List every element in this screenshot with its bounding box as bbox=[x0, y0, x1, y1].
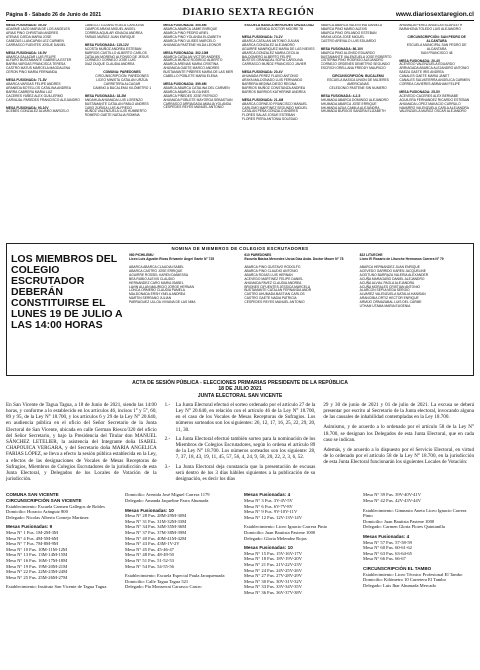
location-line: Mesa N° 15 Fus. 15V-16V-17V bbox=[244, 550, 303, 556]
mesa-member: ANDAHUA AHUMADA LUIS LORENZO bbox=[84, 97, 143, 102]
mesa-member: CANALES SALVATIERRA ANGELICA CARMEN bbox=[399, 78, 470, 83]
location-line: Mesa N° 9 Fus. 9V-10V-11V bbox=[244, 509, 298, 515]
mesa-title: MESA FUSIONADA: 4-2-5 bbox=[320, 93, 361, 98]
mesa-column bbox=[85, 24, 160, 241]
mesa-member: CIRCUNSCRIPCIÓN: PAREDONES bbox=[95, 74, 149, 79]
mesa-member: CATALAN MORENO ALFONSO DE JESUS bbox=[84, 54, 149, 59]
nomina-member: ABARCA PINO CLAUDIO ANTONIO bbox=[244, 268, 298, 273]
nomina-member: CESPEDES REYES MANUEL ANTONIO bbox=[244, 300, 305, 305]
mesa-member: FLORES SALAS JOSUE ESTEBAN bbox=[241, 113, 295, 118]
location-line: Establecimiento: Instituto San Vicente de Tagua Tagua bbox=[6, 584, 107, 590]
location-line: Mesa N° 19 Fus. 19M-20M-21M bbox=[6, 563, 68, 569]
mesa-block bbox=[321, 95, 396, 115]
mesa-member: VALENZUELA MUÑOZ OSCAR ALEJANDRO bbox=[399, 109, 467, 114]
nomina-column-pichilemu bbox=[129, 254, 238, 331]
mesa-block bbox=[242, 36, 317, 67]
location-line: Mesa N° 4 Fus. 4M-5M-6M bbox=[6, 535, 58, 541]
mesa-member: BUSTAMANTE VALENZUELA JOSE ROBERTO bbox=[320, 54, 392, 59]
nomina-member: MARTIN SERRANO JULIAN bbox=[129, 296, 172, 301]
mesa-member: BUSTOS GRANADAL SOFIA CAROLINA bbox=[241, 58, 303, 63]
location-line: Establecimiento: Escuela Especial Paula Jaraquemada bbox=[125, 573, 225, 579]
mesa-member: CASTRO AREVALO LUIS EDUARDO bbox=[320, 38, 377, 43]
nomina-member: ARMIJO ORMAZABAL LUIS DEL CARME bbox=[359, 300, 422, 305]
mesa-member: ABARCA ABARCA VALENTINA DANIELA bbox=[320, 24, 382, 28]
mesa-block bbox=[242, 99, 317, 122]
mesa-title: CIRCUNSCRIPCIÓN: SAN PEDRO DE ALCANTARA bbox=[407, 35, 466, 43]
mesa-member: ABARCA PIÑEDES JOSE PATRICIO bbox=[163, 93, 218, 98]
mesa-member: CESPEDES REYES MANUEL ANTONIO bbox=[163, 105, 224, 110]
mesa-member: ATENAS OJEDA MARIA JOSE bbox=[6, 34, 52, 39]
mesa-member: BUSTAMANTE CATALAN PABLO ANDRES bbox=[84, 101, 149, 106]
mesa-block bbox=[399, 24, 474, 32]
mesa-member: ABARCA ABARCA OLGA INES bbox=[163, 89, 210, 94]
acta-body bbox=[6, 402, 474, 487]
location-line: Mesa N° 16 Fus. 16M-17M-18M bbox=[6, 557, 68, 563]
mesa-title: MESA FUSIONADA: 93-10V bbox=[6, 105, 49, 110]
mesa-block bbox=[399, 36, 474, 56]
nomina-member: ABARCA HERNANDEZ JUAN ENRIQUE bbox=[359, 265, 420, 269]
mesa-member: FARIAS MUÑOZ JUAN ENRIQUE bbox=[84, 34, 135, 39]
mesa-member: ABARCA ABARCA CATALINA DEL CARMEN bbox=[163, 85, 230, 90]
mesas-listing bbox=[6, 24, 474, 241]
mesa-title: MESA FUSIONADA: 115-12V bbox=[84, 42, 129, 47]
mesa-title: COMUNA: PAREDONES bbox=[103, 70, 141, 75]
location-line: Mesa N° 60 Fus. 60-61-62 bbox=[363, 545, 412, 551]
location-line: Mesa N° 39 Fus. 39V-40V-41V bbox=[363, 492, 422, 498]
mesa-block bbox=[399, 91, 474, 114]
mesa-member: BARRIOS CASTILLO ALBERTO CARLOS bbox=[84, 50, 147, 55]
voting-locations bbox=[6, 492, 474, 595]
nomina-member: ABARCA ABARCA CLAUDIA ISABEL bbox=[129, 265, 184, 269]
location-line: Delegado: Amanda Jaqueline Parra Ahumada bbox=[125, 498, 209, 504]
mesa-member: ABARCA ARENAS MARIA CRISTINA bbox=[163, 62, 219, 67]
mesa-member: CABELLO POBLETE MARIA ELENA bbox=[163, 74, 218, 79]
mesa-member: ALFARO BUSTAMANTE GABRIELA ESTER bbox=[6, 58, 72, 63]
acta-item bbox=[165, 464, 316, 483]
location-line: Mesa N° 18 Fus. 18V-19V-20V bbox=[244, 556, 303, 562]
mesa-block bbox=[6, 52, 81, 75]
mesa-member: ABARCA PINO ULISES MARCELO bbox=[163, 38, 216, 43]
mesa-member: ABARCA PINO ALONSO EDUARDO bbox=[320, 50, 375, 55]
mesa-member: ABARCA CORNEJO FRANCISCO MANUEL bbox=[241, 101, 308, 106]
mesa-title: MESA FUSIONADA: 305-6M bbox=[163, 24, 207, 28]
location-line: Establecimiento: Liceo Técnico Profesional El Tambo bbox=[363, 571, 463, 577]
mesa-member: ABARCA ABARCA JAIME ENRIQUE bbox=[163, 27, 218, 32]
mesa-block bbox=[321, 48, 396, 71]
nomina-column-litueche bbox=[360, 254, 469, 331]
location-heading: Mesas Fusionadas: 4 bbox=[363, 534, 410, 539]
nomina-box bbox=[6, 243, 474, 376]
header-rule bbox=[6, 20, 474, 21]
mesa-member: ABARCA PINO MARIO ALEXIS bbox=[320, 27, 368, 32]
mesa-title: MESA FUSIONADA: 21-4M bbox=[241, 97, 284, 102]
mesa-member: CISTERNA PINO RODRIGO ALEJANDRO bbox=[320, 58, 384, 63]
mesa-member: AHUMADA PASTENE HILDA LEONOR bbox=[163, 42, 221, 47]
mesa-member: ABARCA CATALAN VICTOR ANDRES bbox=[163, 54, 221, 59]
location-line: Delegado: Nicolas Alberto Cornejo Martinez bbox=[6, 514, 89, 520]
location-line: Mesa N° 24 Fus. 24V-25V-26V bbox=[244, 567, 303, 573]
location-heading: Mesas Fusionadas: 4 bbox=[244, 492, 291, 498]
mesa-block bbox=[242, 24, 317, 32]
mesa-member: ABARCA GONZALEZ MARIA CECILIA bbox=[241, 50, 299, 55]
mesa-member: BAEZA GAETE IRIS ANDREA bbox=[399, 70, 444, 75]
mesa-member: ARAYA MALDONADO LUIS FERNANDO bbox=[241, 78, 303, 83]
location-line: Mesa N° 37 Fus. 37M-38M-39M bbox=[125, 530, 187, 535]
nomina-member: ABARCA ROJAS LUIS HERNAN bbox=[244, 272, 293, 277]
location-line: Mesa N° 7 Fus. 7M-8M-9M bbox=[6, 541, 58, 547]
location-line: Delegado: Pía Monserrat Carrasco Castro bbox=[125, 584, 202, 590]
mesa-member: ABARCA VARGAS FELIPE ANDRES bbox=[6, 81, 61, 86]
nomina-member: LONCA ORMEÑO CLAUDIA PAMELA bbox=[129, 288, 185, 293]
nomina-member: ACEVEDO MARTINEZ FELIPE DANIEL bbox=[244, 276, 304, 281]
mesa-title: MESA FUSIONADA: 16-9V bbox=[6, 50, 47, 55]
mesa-member: ARIAS PINO CHRISTIAN ANDRES bbox=[6, 31, 59, 35]
acta-item-text: La Junta Electoral deja constancia que la presentación de excusas será dentro de los 3 días hábiles siguientes a la publicación de su designación, es decir los días bbox=[175, 463, 316, 483]
location-line: Mesa N° 40 Fus. 40M-41M-42M bbox=[125, 535, 187, 541]
location-line: Establecimiento: Gimnasio Aneto Liceo Ignacio Carrera Pinto bbox=[363, 507, 467, 519]
mesa-title: MESA FUSIONADA: 20-4V bbox=[241, 70, 283, 75]
location-line: Delegado: Luis Ibar Ahumada Mercado bbox=[363, 582, 436, 588]
location-line: Mesa N° 48 Fus. 48-49-50 bbox=[125, 552, 174, 558]
mesa-member: AHUMADA PEREZ FLAVIO ANTONIO bbox=[241, 74, 299, 79]
nomina-member: ALVAREZ VALENZUELA NATALIA HANISAN bbox=[359, 292, 426, 297]
location-heading: CIRCUNSCRIPCIÓN SAN VICENTE bbox=[6, 498, 82, 504]
mesa-member: FLORES PIERA ANTONIA SOLEDAD bbox=[241, 117, 298, 122]
location-line: Domicilio: Calle Tagua Tagua 521 bbox=[125, 578, 189, 584]
mesa-member: AHUMADA POBLETE MAYORGA SEBASTIAN bbox=[163, 97, 233, 102]
mesa-member: CERON PINO MARIA FERNANDA bbox=[6, 70, 58, 75]
mesa-member: CATALAN PEÑA GONZALO ANDRES bbox=[241, 109, 298, 114]
mesa-member: BUSTAMANTE PIÑERES MARIA DE LAS MER bbox=[163, 70, 234, 75]
mesa-member: ABARCA SALAZAR LUIS FELIPE bbox=[6, 54, 56, 59]
mesa-member: ROMERO GAETE NATALIA ROMINA bbox=[84, 113, 140, 118]
nomina-member: ACEITUNO BARRAZA VALERIA ALEXANDER bbox=[359, 272, 429, 277]
location-line: Domicilio: Kilómetro 10 Carretera El Tambo bbox=[363, 577, 446, 583]
location-line: Mesa N° 3 Fus. 3V-4V-5V bbox=[244, 498, 293, 504]
nomina-member: BUSTAMANTE CATALAN FERNANDA ANDR bbox=[244, 288, 312, 293]
mesa-block bbox=[321, 24, 396, 44]
acta-title: ACTA DE SESIÓN PÚBLICA - ELECCIONES PRIMARIAS PRESIDENTE DE LA REPÚBLICA bbox=[132, 380, 348, 387]
mesa-member: ARANEDA BOTELLOS CATALINA ANDREA bbox=[6, 85, 71, 90]
mesa-title: MESA FUSIONADA: 399-6M bbox=[163, 81, 207, 86]
acta-date: 18 DE JULIO 2021 bbox=[218, 386, 262, 393]
nomina-member: MALDONADA ERSH YAELA ANDREA bbox=[129, 292, 186, 297]
nomina-commune: 610 PAREDONES bbox=[244, 253, 272, 258]
mesa-member: CORREA CAVIERES ABRAHAM FELIPE bbox=[399, 81, 460, 86]
mesa-block bbox=[85, 71, 160, 91]
mesa-member: ESCUELA MUNICIPAL SAN PEDRO DE ALCANTARA bbox=[406, 42, 467, 51]
location-line: Mesa N° 13 Fus. 13M-14M-15M bbox=[6, 552, 68, 558]
mesa-column bbox=[399, 24, 474, 241]
mesa-member: ABARCA CATALAN ANTONIO JULIAN bbox=[241, 38, 299, 43]
mesa-member: CORREA AGUILAR IGNACIA ANDREA bbox=[84, 31, 143, 35]
mesa-block bbox=[163, 83, 238, 110]
location-line: Mesa N° 33 Fus. 33V-34V-35V bbox=[244, 584, 303, 590]
location-line: Mesa N° 22 Fus. 22M-23M-24M bbox=[6, 569, 68, 575]
mesa-column bbox=[321, 24, 396, 241]
location-line: Delegado: Carmen Gloria Flores Quintanilla bbox=[363, 524, 445, 530]
nomina-member: BRIONES CIFUENTES JESSICA MARCELA bbox=[244, 284, 311, 289]
mesa-member: BARRIOS MUÑOZ CONSTANZA ANDREA bbox=[241, 85, 306, 90]
mesa-block bbox=[6, 79, 81, 102]
mesa-member: CABEZAS LLANCAPAN LEZ CARMEN bbox=[6, 38, 64, 43]
acta-paragraph: En San Vicente de Tagua Tagua, a 18 de Junio de 2021, siendo las 14:00 horas, y conforme a lo establecido en los artículos 46, incisos 1° y 5°, 60, 89 y 95, de la Ley N° 18.700, y los artículos 6 y 29 de la Ley N° 20.640, en audiencia pública en el oficio del Señor Secretario de la Junta Electoral de San Vicente, ubicada en calle German Riesco/320 del oficio del Señor Secretario, y bajo la Presidencia del Titular don MANUEL SÁNCHEZ LETELIER, la asistencia del Integrante doña ISABEL CHAPOUICA VERGARA, y del Secretario doña MARIA ANGELICA FARIAS LÓPEZ, se lleva a efecto la sesión pública establecida en la Ley, a efectos de las designaciones de Vocales de Mesas Receptoras de Sufragios, Miembros de Colegios Escrutadores de la jurisdicción de esta Junta Electoral, y Delegados de los Locales de Votación de la jurisdicción. bbox=[6, 401, 157, 483]
nomina-member: CASTRO GAETE NADIA PATRICIA bbox=[244, 296, 297, 301]
mesa-member: AGUIRRE MANRIQUEZ MARIA DE LAS NIEVES bbox=[241, 46, 315, 51]
acta-item-text: La Junta Electoral efectuó también sorteo para la nominación de los Miembros de Colegios Escrutadores, según lo ordena el artículo 89 de la Ley N° 18.700. Los números sorteados son los siguiente: 28, 7, 37, 18, 43, 19, 11, 45, 57, 56, 4, 24, 9, 58, 20, 22, 2, 3, 6, 52. bbox=[175, 435, 316, 461]
mesa-member: CARRASCO MUÑOZ FRANCISCO JAVIER bbox=[241, 62, 307, 67]
mesa-member: ARRIAGADA ABARCA ALEJANDRO ANTONIO bbox=[399, 66, 469, 71]
mesa-column bbox=[242, 24, 317, 241]
location-line: Mesa N° 31 Fus. 31M-32M-33M bbox=[125, 518, 187, 524]
location-line: Delegado: Gloria Melendez Rojas bbox=[244, 535, 307, 541]
location-line: Mesa N° 34 Fus. 34M-35M-36M bbox=[125, 524, 187, 530]
mesa-column bbox=[163, 24, 238, 241]
locations-column bbox=[244, 492, 355, 595]
location-line: Domicilio: Avenida José Miguel Carrera 1179 bbox=[125, 492, 210, 498]
mesa-member: CAMINO A BUCALEMU KILÓMETRO 1 bbox=[92, 85, 152, 90]
nomina-venue: Liceo Luis Agustin Rioss Erivamie Ángel Gaete N° 725 bbox=[129, 257, 215, 262]
site-url: www.diariosextaregion.cl bbox=[395, 11, 474, 18]
mesa-block bbox=[163, 52, 238, 79]
mesa-column bbox=[6, 24, 81, 241]
nomina-member: ABARCA CASTRO JOSE ERRIQUE bbox=[129, 268, 183, 273]
mesa-member: CASTRO MATUS MARCELA MAGDALENA bbox=[6, 66, 71, 71]
nomina-member: ARANCIBIA ORTIZ HECTOR ENRIQUE bbox=[359, 296, 419, 301]
location-line: Mesa N° 43 Fus. 43M-1V-2V bbox=[125, 541, 180, 547]
mesa-member: CAMPOS ARAYA MIGUEL ANGEL bbox=[84, 27, 136, 32]
mesa-member: CABELLO LOZANO KOELA CAROLINA bbox=[84, 24, 144, 28]
acta-board: JUNTA ELECTORAL SAN VICENTE bbox=[197, 392, 283, 399]
page-label: Página 8 - Sábado 26 de Junio de 2021 bbox=[6, 12, 102, 18]
mesa-title: MESA FUSIONADA: 302-10M bbox=[163, 50, 209, 55]
location-line: Mesa N° 6 Fus. 6V-7V-8V bbox=[244, 503, 293, 509]
nomina-member: AGUIRRE ROSSEL KAREN DANIESSA bbox=[129, 272, 189, 277]
mesa-member: ACEVEDO CACERES ALEX BERNABE bbox=[399, 93, 459, 98]
mesa-title: CIRCUNSCRIPCIÓN: BUCALEMU bbox=[331, 74, 384, 79]
mesa-member: CARLOMO MARTINEZ SEGUNDO MIGUEL bbox=[241, 105, 308, 110]
locations-column bbox=[125, 492, 236, 595]
mesa-member: BARRERA MEDINA DIEGO REGINA bbox=[241, 81, 297, 86]
mesa-title: MESA FUSIONADA: 25-5V bbox=[399, 89, 441, 94]
location-line: Mesa N° 27 Fus. 27V-28V-29V bbox=[244, 573, 303, 579]
location-line: Mesa N° 28 Fus. 28M-29M-30M bbox=[125, 513, 187, 519]
nomina-venue: Liceo El Rosario de Litueche Hermanos Carrera N° 79 bbox=[359, 257, 444, 262]
location-line: Mesa N° 36 Fus. 36V-37V-38V bbox=[244, 589, 303, 595]
nomina-member: CASTRO AHUMADA BASTIAN CARLOS bbox=[244, 292, 305, 297]
location-heading: CIRCUNSCRIPCIÓN EL TAMBO bbox=[363, 565, 432, 571]
nomina-member: PARRAGUEZ ULLOA VIVIANA DE LAS NMA bbox=[129, 300, 196, 305]
mesa-member: CARRETERA ALCAGAR bbox=[103, 81, 141, 86]
location-line: Mesa N° 57 Fus. 57-58-59 bbox=[363, 539, 412, 545]
nomina-member: ALARCON SEPULVEDA SERGIO bbox=[359, 288, 410, 293]
mesa-member: ACOSTA MUÑOZ ANDREA ESTEBAN bbox=[84, 46, 142, 51]
mesa-member: ACEVEDO VALENZUELA EDUARDO bbox=[399, 62, 455, 67]
acta-paragraph: Además, y de acuerdo a lo dispuesto por el Servicio Electoral, en virtud de lo ordenado por el artículo 58 de la Ley N° 18.700, en la jurisdicción de esta Junta Electoral funcionarán los siguientes Locales de Votación: bbox=[323, 447, 474, 466]
acta-paragraph: 29 y 30 de junio de 2021 y 01 de julio de 2021. La excusa se deberá presentar por escrito al Secretario de la Junta electoral, invocando alguna de las causales de inhabilidad contempladas en la Ley 18.700. bbox=[323, 401, 474, 421]
mesa-member: AHUMADA AZUA CAMILA ALEJANDRA bbox=[320, 105, 380, 110]
locations-column bbox=[363, 492, 474, 595]
mesa-member: CORNEJO ORDENES DEMETRIO SEGUNDO bbox=[320, 62, 390, 67]
mesa-title: MESA FUSIONADA: 20-4V bbox=[399, 58, 441, 63]
acta-item-number: 2.- bbox=[164, 435, 171, 442]
mesa-block bbox=[85, 44, 160, 67]
nomina-member: ACEVEDO GARRIDO KAREN JACQUELINE bbox=[359, 268, 426, 273]
nomina-lead: LOS MIEMBROS DEL COLEGIO ESCRUTADOR DEBERÁN CONSTITUIRSE EL LUNES 19 DE JULIO A LAS 14:00 HORAS bbox=[11, 253, 123, 332]
location-line: Mesa N° 66 Fus. 66-67 bbox=[363, 556, 406, 562]
location-line: Mesa N° 42 Fus. 42V-43V-44V bbox=[363, 498, 422, 504]
masthead: DIARIO SEXTA REGIÓN bbox=[182, 7, 315, 18]
page-header bbox=[6, 4, 474, 18]
nomina-member: AHUMADA PAVEZ CLAUDIA ANDREA bbox=[244, 280, 302, 285]
location-line: Mesa N° 54 Fus. 54-55-56 bbox=[125, 563, 174, 569]
location-heading: Mesas Fusionadas: 10 bbox=[244, 545, 293, 551]
acta-column-2 bbox=[165, 402, 316, 487]
mesa-member: ACEBES GONZALEZ ALVARO MARCELO bbox=[6, 109, 69, 114]
mesa-block bbox=[242, 71, 317, 94]
mesa-member: CELEDONIO PASTENE SIN NUMERO bbox=[329, 85, 387, 90]
mesa-title: MESA FUSIONADA: 18-2M bbox=[84, 93, 126, 98]
location-line: Mesa N° 12 Fus. 12V-13V-14V bbox=[244, 514, 303, 520]
acta-header bbox=[6, 380, 474, 399]
mesa-member: NAVARRO VALENZUELA CARLA ALEJANDRA bbox=[399, 105, 469, 110]
location-line: Establecimiento: Escuela Carmen Gallegos de Robles bbox=[6, 503, 105, 509]
nomina-member: BEA RUBIO ALEXIS CLAUDIO bbox=[129, 276, 175, 281]
mesa-member: LICEO MINISTA CATALAN URZÚA bbox=[96, 78, 148, 83]
location-line: Domicilio: Juan Bautista Pastene 1000 bbox=[363, 518, 435, 524]
mesa-block bbox=[85, 24, 160, 40]
nomina-commune: 822 LITUECHE bbox=[359, 253, 383, 258]
acta-column-3 bbox=[323, 402, 474, 487]
acta-paragraph: Asimismo, y de acuerdo a lo ordenado por el artículo 58 de la Ley N° 18.700, se designan los Delegados de esta Junta Electoral, que en cada caso se indican. bbox=[323, 424, 474, 443]
mesa-member: DIAZ DUQUE CLAUDIA ANDREA bbox=[84, 62, 135, 67]
mesa-member: AHUMADA ABARCA JOSE ERRIQUE bbox=[320, 101, 377, 106]
mesa-member: CARRASCO FUENTES JOSUE DANIEL bbox=[6, 42, 66, 47]
mesa-member: ABARCA MUÑOZ RODRIGO ALBERTO bbox=[163, 58, 223, 63]
mesa-member: ESCUELA BASICA UNION DE MUJERES AMERICANAS bbox=[327, 78, 389, 86]
nomina-venue: Escuela Básica Mercedes Urzúa Díaz Avda. Doctor Moore N° 78 bbox=[244, 257, 344, 262]
location-line: Mesa N° 10 Fus. 10M-11M-12M bbox=[6, 546, 68, 552]
mesa-member: AVENIDA DOCTOR MOORE 78 bbox=[255, 27, 303, 32]
mesa-title: MESA FUSIONADA: 39-4V bbox=[6, 24, 47, 28]
mesa-title: MESA FUSIONADA: 71-8V bbox=[6, 78, 47, 83]
mesa-member: ARAYA UDOA JOSE MIGUEL bbox=[320, 34, 365, 39]
mesa-block bbox=[6, 107, 81, 115]
mesa-member: AHUMADA ABARCA DOMINGO ALEJANDRO bbox=[320, 97, 389, 102]
location-line: Mesa N° 45 Fus. 45-46-47 bbox=[125, 546, 174, 552]
mesa-member: SAN FRANCISCO 48 bbox=[420, 50, 453, 55]
location-heading: COMUNA SAN VICENTE bbox=[6, 492, 59, 498]
mesa-title: MESA FUSIONADA: 74-2V bbox=[241, 35, 283, 39]
mesa-member: BARRA VARGAS FRANCISCA TERESA bbox=[6, 62, 66, 67]
mesa-member: ABARCA GONZALEZ ALEJANDRO bbox=[241, 42, 295, 47]
nomina-commune: 060 PICHILEMU bbox=[129, 253, 154, 258]
mesa-member: BARROS BARRIOS KATHERINE ANDREA bbox=[241, 89, 306, 94]
nomina-member: ACUÑA MARAGAÑO DANIEL ALEJANDRO bbox=[359, 276, 425, 281]
mesa-block bbox=[85, 95, 160, 118]
location-line: Mesa N° 1 Fus. 1M-2M-3M bbox=[6, 530, 58, 535]
mesa-member: CARO ZUÑIGA LUIS ALFREDO bbox=[84, 105, 132, 110]
location-heading: Mesas Fusionadas: 9 bbox=[6, 524, 53, 530]
nomina-member: ABARCA PINO GUSTAVO RODOLFO bbox=[244, 265, 301, 269]
acta-item-text: La Junta Electoral efectuó el sorteo ordenado por el artículo 27 de la Ley N° 20.640, en relación con el artículo 46 de la Ley N° 18.700, en el caso de los Vocales de Mesas Receptoras de Sufragios. Los números sorteados son los siguientes: 26, 12, 17, 16, 25, 22, 29, 20, 11, 30. bbox=[175, 401, 316, 433]
acta-item-number: 1.- bbox=[164, 401, 171, 408]
mesa-member: CANALES GAETE MARIA JANET bbox=[399, 74, 450, 79]
nomina-title: NOMINA DE MIEMBROS DE COLEGIOS ESCRUTADORES bbox=[171, 246, 309, 252]
mesa-member: ADASME LAZO MARIA DE LOS ANGELES bbox=[6, 27, 70, 32]
location-line: Domicilio: Juan Bautista Pastene 1000 bbox=[244, 530, 316, 535]
mesa-member: BARRA CABRERA MARIA LUZ bbox=[6, 89, 53, 94]
mesa-member: ABARCA PINO YOLANDA ELIZABETH bbox=[163, 34, 221, 39]
nomina-member: HERNANDEZ CARO MARIA ISABEL bbox=[129, 280, 184, 285]
acta-item bbox=[165, 402, 316, 433]
locations-column bbox=[6, 492, 117, 595]
mesa-member: CARVAJAL PAREDES FRANCISCO ALEJANDRO bbox=[6, 97, 80, 102]
mesa-member: CACERES YAÑEZ ALEX GUILLERMO bbox=[6, 93, 64, 98]
location-line: Mesa N° 25 Fus. 25M-26M-27M bbox=[6, 574, 68, 580]
acta-item bbox=[165, 436, 316, 461]
location-line: Establecimiento: Liceo Ignacio Carrera Pinto bbox=[244, 524, 328, 530]
location-heading: Mesas Fusionadas: 10 bbox=[125, 507, 174, 513]
location-line: Domicilio: Horacio Aránguiz 800 bbox=[6, 509, 68, 515]
location-line: Mesa N° 51 Fus. 51-52-53 bbox=[125, 557, 174, 563]
mesa-member: CARRASCO ARRIAGADA AMALIA YOLANDA bbox=[163, 101, 232, 106]
mesa-member: AGUILERA FERNANDEZ RICARDO ESTEBAN bbox=[399, 97, 470, 102]
mesa-title: MESA FUSIONADA: 86-10V bbox=[320, 46, 364, 51]
mesa-block bbox=[163, 24, 238, 47]
nomina-member: LAVIN ALLAN MAURICIO JORGE HERNAN bbox=[129, 284, 194, 289]
mesa-title: ESCUELA BASICA MERCEDES URZUA DIAZ bbox=[244, 24, 315, 28]
nomina-member: ACUÑA ALVIAL PAOLA ALEJANDRA bbox=[359, 280, 415, 285]
mesa-member: CORNEJO CORNEJO JOSE LUIS bbox=[84, 58, 136, 63]
mesa-member: ABARCA PINO ORLANDO ESTEBAN bbox=[320, 31, 377, 35]
location-line: Mesa N° 63 Fus. 63-64-65 bbox=[363, 550, 412, 556]
acta-column-1 bbox=[6, 402, 157, 487]
mesa-member: AHUMADA PEREZ ANGELA ESCARLETH bbox=[399, 24, 463, 28]
mesa-member: AHUMADA LOPEZ MAKACIO CURRULO bbox=[399, 101, 461, 106]
location-line: Mesa N° 21 Fus. 21V-22V-23V bbox=[244, 561, 303, 567]
nomina-member: UTHAM UTAMA MARIA EUGENIA bbox=[359, 304, 411, 309]
mesa-block bbox=[321, 75, 396, 91]
mesa-member: MUÑOZ VALENZUELA LUIS HUMBERTO bbox=[84, 109, 147, 114]
nomina-member: ACUÑA MORALES CRISTIAN ANTONIO bbox=[359, 284, 421, 289]
mesa-member: AHUMADA GAETE MARCO ANDRES bbox=[163, 66, 220, 71]
mesa-member: ABARCA PINO PEDRO ARIEL bbox=[163, 31, 209, 35]
acta-item-number: 3.- bbox=[164, 463, 171, 470]
mesa-block bbox=[6, 24, 81, 47]
mesa-member: BALDOMERO ALBERTO FELIPE bbox=[241, 54, 292, 59]
mesa-member: AHUMADA BURGOS SANDRA ELIZABETH bbox=[320, 109, 386, 114]
mesa-member: ESCRICH ORELLANA FREDDY MAURICIO bbox=[320, 66, 386, 71]
location-line: Mesa N° 30 Fus. 30V-31V-32V bbox=[244, 578, 303, 584]
mesa-block bbox=[399, 60, 474, 87]
mesa-member: BARAHONA TOLEDO LUIS ALEJANDRO bbox=[399, 27, 461, 32]
nomina-column-paredones bbox=[244, 254, 353, 331]
